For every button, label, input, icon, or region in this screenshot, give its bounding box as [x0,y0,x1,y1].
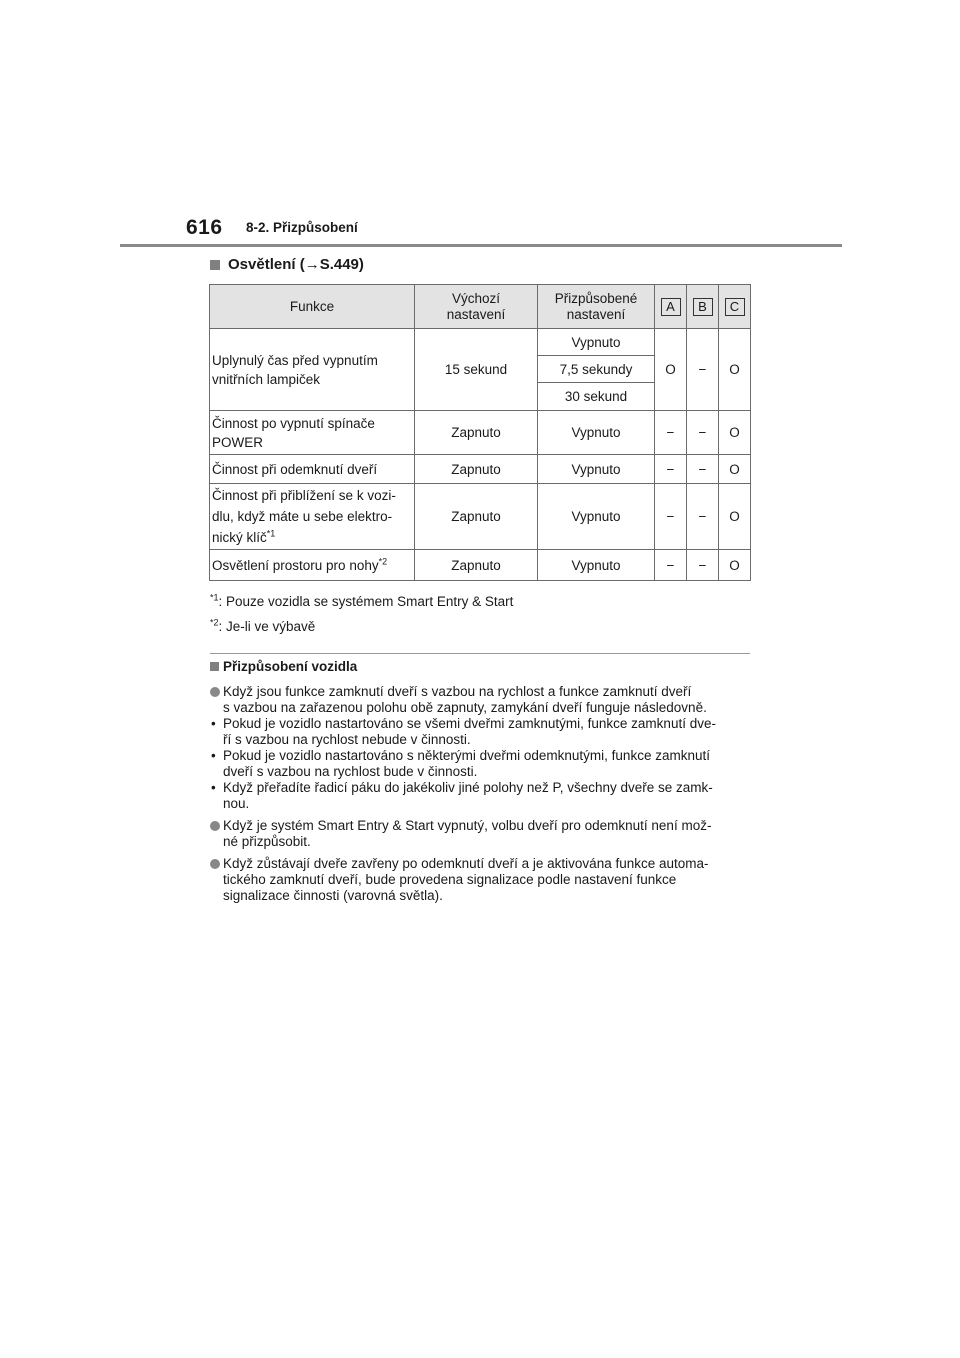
row1-option-2: 7,5 sekundy [538,356,655,383]
table-header-row [210,285,751,329]
column-header-prizpusobene-line2: nastavení [566,306,626,322]
square-bullet-icon [210,260,220,270]
list-item [210,716,755,748]
paragraph-2-line1: Když je systém Smart Entry & Start vypnutý, volbu dveří pro odemknutí není mož- [223,818,712,833]
square-bullet-icon [210,662,219,671]
section-heading [210,256,364,273]
row1-default: 15 sekund [415,329,538,411]
column-header-a [655,285,687,329]
row2-function-line2: POWER [212,434,264,450]
settings-table [209,284,751,581]
heading-text-prefix: Osvětlení ( [228,256,305,273]
section-title: 8-2. Přizpůsobení [246,220,358,235]
row2-function-line1: Činnost po vypnutí spínače [212,415,375,431]
customization-heading [210,659,357,674]
row5-default: Zapnuto [415,550,538,581]
row1-a: O [655,329,687,411]
column-header-b [687,285,719,329]
list-item [210,780,755,812]
footnote-ref-2: *2 [378,556,388,566]
row3-b: − [687,455,719,484]
table-row [210,411,751,455]
boxed-letter-c: C [725,298,745,316]
row2-a: − [655,411,687,455]
row3-custom: Vypnuto [538,455,655,484]
circle-bullet-icon [210,859,220,869]
bullet-icon: • [211,780,216,795]
bullet-2-line1: Pokud je vozidlo nastartováno s některými dveřmi odemknutými, funkce zamknutí [223,748,710,763]
footnote-1-text: : Pouze vozidla se systémem Smart Entry & Start [218,594,514,609]
row5-a: − [655,550,687,581]
row2-default: Zapnuto [415,411,538,455]
row4-default: Zapnuto [415,484,538,550]
paragraph-1 [210,684,755,716]
column-header-vychozi-line2: nastavení [446,306,506,322]
row4-function-line3-text: nický klíč [212,530,267,545]
row5-b: − [687,550,719,581]
bullet-1-line1: Pokud je vozidlo nastartováno se všemi dveřmi zamknutými, funkce zamknutí dve- [223,716,716,731]
row4-function [210,484,415,550]
row2-function [210,411,415,455]
paragraph-3-line3: signalizace činnosti (varovná světla). [223,888,443,903]
bullet-icon: • [211,748,216,763]
footnote-2-mark: *2 [210,617,219,628]
table-row [210,329,751,356]
row4-a: − [655,484,687,550]
row3-a: − [655,455,687,484]
footnote-2 [210,619,315,634]
row4-custom: Vypnuto [538,484,655,550]
arrow-icon: → [304,256,320,273]
row5-function-text: Osvětlení prostoru pro nohy [212,557,379,573]
row1-function [210,329,415,411]
circle-bullet-icon [210,687,220,697]
row5-function [210,550,415,581]
paragraph-1-line1: Když jsou funkce zamknutí dveří s vazbou na rychlost a funkce zamknutí dveří [223,684,692,699]
column-header-vychozi-line1: Výchozí [451,290,501,306]
row4-c: O [719,484,751,550]
row3-default: Zapnuto [415,455,538,484]
circle-bullet-icon [210,821,220,831]
column-header-prizpusobene [538,285,655,329]
row1-option-3: 30 sekund [538,383,655,411]
customization-title: Přizpůsobení vozidla [223,659,358,674]
row3-c: O [719,455,751,484]
boxed-letter-b: B [693,298,713,316]
row2-b: − [687,411,719,455]
row1-function-line1: Uplynulý čas před vypnutím [212,352,378,368]
row4-function-line2: dlu, když máte u sebe elektro- [212,509,393,524]
paragraph-2 [210,818,755,850]
page-number: 616 [186,216,223,239]
paragraph-1-line2: s vazbou na zařazenou polohu obě zapnuty, zamykání dveří funguje následovně. [223,700,707,715]
row5-c: O [719,550,751,581]
paragraph-3-line1: Když zůstávají dveře zavřeny po odemknutí dveří a je aktivována funkce automa- [223,856,709,871]
list-item [210,748,755,780]
column-header-vychozi [415,285,538,329]
row1-b: − [687,329,719,411]
column-header-prizpusobene-line1: Přizpůsobené [554,290,638,306]
bullet-1-line2: ří s vazbou na rychlost nebude v činnosti. [223,732,471,747]
bullet-icon: • [211,716,216,731]
row2-custom: Vypnuto [538,411,655,455]
bullet-2-line2: dveří s vazbou na rychlost bude v činnosti. [223,764,478,779]
row1-c: O [719,329,751,411]
column-header-funkce: Funkce [210,285,415,329]
footnote-1 [210,594,513,609]
table-row [210,550,751,581]
bullet-3-line2: nou. [223,796,250,811]
bullet-3-line1: Když přeřadíte řadicí páku do jakékoliv jiné polohy než P, všechny dveře se zamk- [223,780,713,795]
table-row [210,484,751,550]
row3-function: Činnost při odemknutí dveří [210,455,415,484]
row1-function-line2: vnitřních lampiček [212,371,321,387]
column-header-c [719,285,751,329]
footnote-1-mark: *1 [210,592,219,603]
footnote-2-text: : Je-li ve výbavě [218,619,316,634]
row4-function-line3 [212,527,414,548]
row5-custom: Vypnuto [538,550,655,581]
row4-b: − [687,484,719,550]
row2-c: O [719,411,751,455]
section-divider [210,653,750,654]
paragraph-3 [210,856,755,904]
table-row [210,455,751,484]
row4-function-line1: Činnost při přiblížení se k vozi- [212,488,396,503]
footnote-ref-1: *1 [266,528,276,539]
row1-option-1: Vypnuto [538,329,655,356]
boxed-letter-a: A [661,298,681,316]
paragraph-3-line2: tického zamknutí dveří, bude provedena signalizace podle nastavení funkce [223,872,677,887]
heading-page-ref[interactable]: S.449) [319,256,364,273]
header-divider [120,244,842,247]
paragraph-2-line2: né přizpůsobit. [223,834,311,849]
